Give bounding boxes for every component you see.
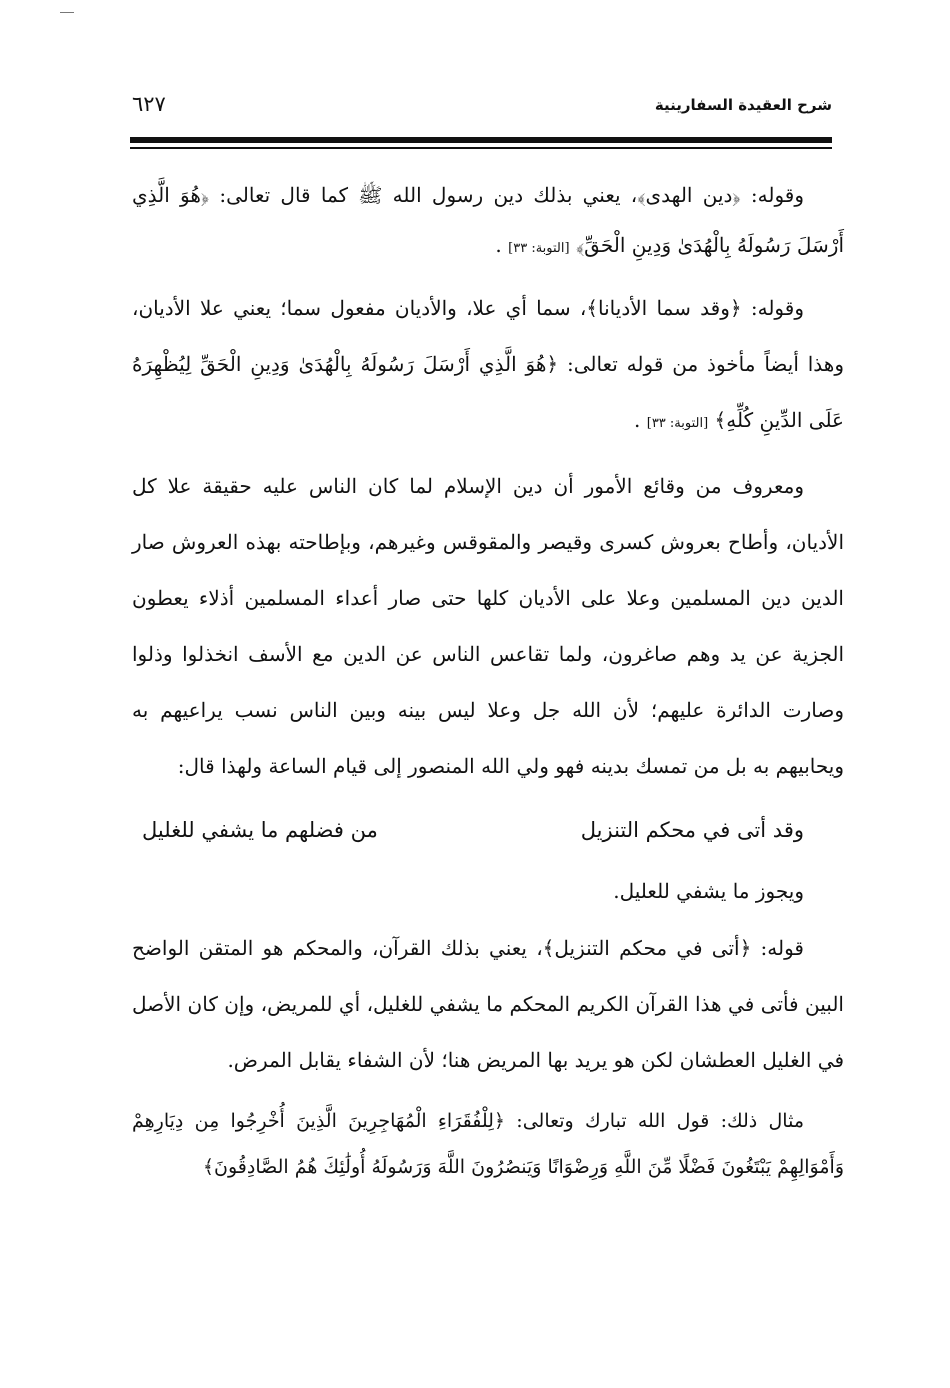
scan-mark bbox=[60, 12, 74, 13]
verse-second-hemistich: من فضلهم ما يشفي للغليل bbox=[142, 818, 378, 842]
page-number: ٦٢٧ bbox=[132, 92, 166, 116]
paragraph-2 bbox=[132, 280, 844, 452]
running-header bbox=[132, 92, 832, 132]
book-title: شرح العقيدة السفارينية bbox=[654, 96, 832, 114]
header-rule-thin bbox=[130, 147, 832, 149]
verse-variant-note: ويجوز ما يشفي للعليل. bbox=[613, 879, 804, 903]
paragraph-2-citation: [التوبة: ٣٣] bbox=[646, 416, 709, 431]
paragraph-1-text: وقوله: ﴿دين الهدى﴾، يعني بذلك دين رسول الله ﷺ كما قال تعالى: ﴿هُوَ الَّذِي أَرْسَلَ رَسُولَهُ بِالْهُدَىٰ وَدِينِ الْحَقِّ﴾ bbox=[132, 183, 844, 257]
paragraph-2-end: . bbox=[634, 408, 641, 432]
example-text: قول الله تبارك وتعالى: ﴿لِلْفُقَرَاءِ الْمُهَاجِرِينَ الَّذِينَ أُخْرِجُوا مِن دِيَارِهِمْ وَأَمْوَالِهِمْ يَبْتَغُونَ فَضْلًا مِّنَ اللَّهِ وَرِضْوَانًا وَيَنصُرُونَ اللَّهَ وَرَسُولَهُ أُولَٰئِكَ هُمُ الصَّادِقُونَ﴾ bbox=[132, 1110, 844, 1178]
paragraph-1 bbox=[132, 170, 844, 274]
paragraph-1-end: . bbox=[495, 233, 502, 257]
verse-first-hemistich: وقد أتى في محكم التنزيل bbox=[580, 818, 804, 842]
example-paragraph bbox=[132, 1098, 844, 1190]
poem-verse bbox=[132, 798, 844, 862]
paragraph-3: ومعروف من وقائع الأمور أن دين الإسلام لما كان الناس عليه حقيقة علا كل الأديان، وأطاح بعروش كسرى وقيصر والمقوقس وغيرهم، وبإطاحته بهذه العروش صار الدين دين المسلمين وعلا على الأديان كلها حتى صار أعداء المسلمين أذلاء يعطون الجزية عن يد وهم صاغرون، ولما تقاعس الناس عن الدين مع الأسف انخذلوا وذلوا وصارت الدائرة عليهم؛ لأن الله جل وعلا ليس بينه وبين الناس نسب يراعيهم به ويحابيهم به بل من تمسك بدينه فهو ولي الله المنصور إلى قيام الساعة ولهذا قال: bbox=[132, 474, 844, 778]
example-label: مثال ذلك: bbox=[720, 1110, 804, 1132]
header-rule-thick bbox=[130, 137, 832, 143]
paragraph-4: قوله: ﴿أتى في محكم التنزيل﴾، يعني بذلك القرآن، والمحكم هو المتقن الواضح البين فأتى في هذا القرآن الكريم المحكم ما يشفي للغليل، أي للمريض، وإن كان الأصل في الغليل العطشان لكن هو يريد بها المريض هنا؛ لأن الشفاء يقابل المرض. bbox=[132, 936, 844, 1072]
page-body bbox=[132, 170, 844, 1190]
paragraph-1-citation: [التوبة: ٣٣] bbox=[508, 241, 570, 256]
paragraph-2-text: وقوله: ﴿وقد سما الأديانا﴾، سما أي علا، والأديان مفعول سما؛ يعني علا الأديان، وهذا أيضاً مأخوذ من قوله تعالى: ﴿هُوَ الَّذِي أَرْسَلَ رَسُولَهُ بِالْهُدَىٰ وَدِينِ الْحَقِّ لِيُظْهِرَهُ عَلَى الدِّينِ كُلِّهِ﴾ bbox=[132, 296, 844, 432]
